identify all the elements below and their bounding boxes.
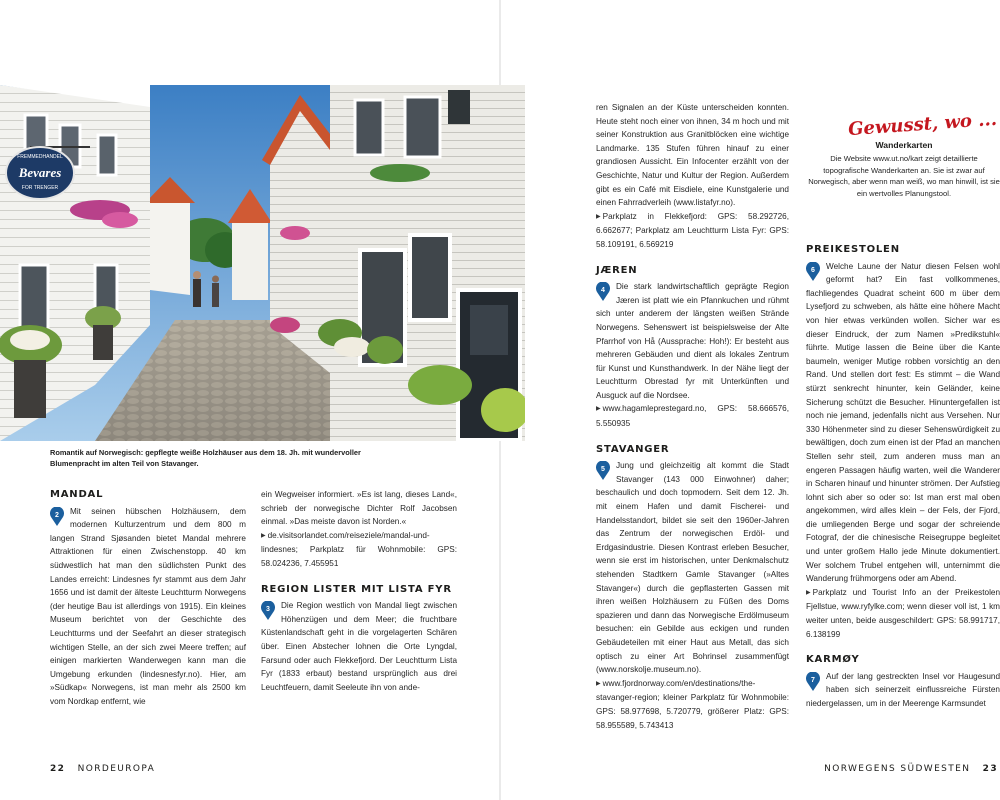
column-3 [596,101,789,732]
gewusst-subtitle: Wanderkarten [875,140,933,150]
column-4 [806,243,1000,711]
info-arrow-icon: ▶ [596,213,601,220]
heading-karmoy: KARMØY [806,654,860,666]
gewusst-title: Gewusst, wo ... [847,108,998,141]
info-arrow-icon: ▶ [596,406,601,413]
sign-top-text: FREMMEDHANDEL [17,154,63,160]
mandal-info-text: de.visitsorlandet.com/reiseziele/mandal-und-lindesnes; Parkplatz für Wohnmobile: GPS: 58.024236, 7.455951 [261,530,457,568]
mandal-text-continued: ein Wegweiser informiert. »Es ist lang, dieses Land«, schrieb der norwegische Dichter Rolf Jacobsen einmal. »Das meiste davon ist Norden.« [261,490,457,527]
footer-right [824,764,998,774]
heading-jaeren: JÆREN [596,264,638,276]
info-arrow-icon: ▶ [596,680,601,687]
map-marker-4-icon [596,282,610,301]
jaeren-info-text: www.hagamleprestegard.no, GPS: 58.666576, 5.550935 [596,404,789,429]
heading-preikestolen: PREIKESTOLEN [806,244,900,255]
preikestolen-info-text: Parkplatz und Tourist Info an der Preikestolen Fjellstue, www.ryfylke.com; wenn dieser voll ist, 1 km weiter unten, beide ausgeschildert: GPS: 58.991717, 6.138199 [806,587,1000,639]
info-arrow-icon: ▶ [261,532,266,539]
running-title-left: NORDEUROPA [77,764,156,774]
running-title-right: NORWEGENS SÜDWESTEN [824,764,971,774]
gewusst-text: Die Website www.ut.no/kart zeigt detaillierte topografische Wanderkarten an. Sie ist zwar auf Norwegisch, aber wenn man weiß, wo man hinwill, ist sie ein wertvolles Planungstool. [808,154,1000,198]
marker-2-number: 2 [55,511,59,519]
marker-7-number: 7 [811,676,815,684]
mandal-text: Mit seinen hübschen Holzhäusern, dem modernen Kulturzentrum und dem 800 m langen Strand Sjøsanden bietet Mandal mehrere Attraktionen für einen Zwischenstopp. 40 km südwestlich hat man den südlichsten Punkt des Landes erreicht: Lindesnes fyr stammt aus dem Jahr 1656 und ist damit der älteste Leuchtturm Norwegens (der heutige Bau ist allerdings von 1915). Ein kleines Museum berichtet von der Geschichte des Leuchtturms und der Seefahrt an dieser strategisch wichtigen Stelle, an der sich zwei Meere treffen; auf einigen markierten Wanderwegen kann man die Umgebung erkunden (lindesnesfyr.no). Hier, am »Südkap« Norwegens, ist man mehr als 2500 km vom Nordkap entfernt, wie [50,506,246,706]
mandal-info [261,529,457,571]
map-marker-2-icon [50,507,64,526]
sign-bottom-text: FOR TRENGER [21,185,59,191]
karmoy-text: Auf der lang gestreckten Insel vor Haugesund haben sich seinerzeit einflussreiche Fürsten niedergelassen, um in der Meerenge Karmsundet [806,671,1000,708]
page-number-right: 23 [982,764,998,774]
stavanger-text: Jung und gleichzeitig alt kommt die Stadt Stavanger (143 000 Einwohner) daher; beschaulich und doch topmodern. Seit dem 12. Jh. mit einem Hafen und damit Fischerei- und Handelsstandort, bildet sie seit den 1960er-Jahren das Zentrum der norwegischen Erdöl- und Erdgasindustrie. Diesen Kontrast erleben Besucher, wenn sie erst im historischen, unter Denkmalschutz stehenden Stadtkern Gamle Stavanger (»Altes Stavanger«) durch die gepflasterten Gassen mit ihren weißen Holzhäusern zu Füßen des Doms spazieren und dann das Norwegische Erdölmuseum besuchen: ein Gebilde aus eckigen und runden Gebäudeteilen mit einer Haut aus Metall, das sich optisch zu einer Art Bohrinsel zusammenfügt (www.norskolje.museum.no). [596,461,789,675]
stavanger-street-photo [0,85,525,441]
map-marker-6-icon [806,262,820,281]
stavanger-info [596,677,789,732]
lister-text: Die Region westlich von Mandal liegt zwischen Höhenzügen und dem Meer; die fruchtbare Küstenlandschaft geht in die vorgelagerten Schären über. Einen Abstecher lohnen die Orte Lyngdal, Farsund oder auch Flekkefjord. Der Leuchtturm Lista Fyr (1833 erbaut) bestand ursprünglich aus drei Leuchtfeuern, damit Seeleute ihn von ande- [261,601,457,692]
marker-6-number: 6 [811,266,815,274]
heading-lister: REGION LISTER MIT LISTA FYR [261,583,452,595]
column-2 [261,488,457,694]
marker-5-number: 5 [601,466,605,474]
info-arrow-icon: ▶ [806,589,811,596]
map-marker-3-icon [261,601,275,620]
marker-3-number: 3 [266,606,270,614]
lister-text-continued: ren Signalen an der Küste unterscheiden konnten. Heute steht noch einer von ihnen, 34 m hoch und mit seiner Konstruktion aus Granitblöcken eine wichtige Landmarke. 135 Stufen führen hinauf zu einer grandiosen Aussicht. Ein Infocenter erzählt von der Geschichte, Natur und Kultur der Region. Außerdem gibt es ein Café mit Eisdiele, eine Kunstgalerie und einen Fahrradverleih (www.listafyr.no). [596,103,789,208]
heading-mandal: MANDAL [50,489,104,500]
photo-caption: Romantik auf Norwegisch: gepflegte weiße Holzhäuser aus dem 18. Jh. mit wundervoller Blumenpracht im alten Teil von Stavanger. [50,448,361,468]
map-marker-7-icon [806,672,820,691]
heading-stavanger: STAVANGER [596,443,670,455]
lister-info [596,210,789,252]
preikestolen-text: Welche Laune der Natur diesen Felsen wohl geformt hat? Ein fast vollkommenes, flachliegendes Quadrat scheint 600 m über dem Lysefjord zu schweben, als hätte eine höhere Macht von hier etwas verkünden wollen. Sicher war es dieser Eindruck, der zum Namen »Predikstuhl« führte. Mutige lassen die Beine über die Kante baumeln, weniger Mutige robben vorsichtig an den Rand. Und stellen dort fest: Es stimmt – die Wand stürzt senkrecht hinunter, kein Geländer, keine Sicherung schützt die Besucher. Hinuntergefallen ist noch nie jemand, jedenfalls nicht aus Versehen. Nur 330 Höhenmeter sind zu dieser Sehenswürdigkeit zu bewältigen, doch zum einen ist der Pfad an manchen Stellen sehr steil, zum anderen muss man an engeren Passagen häufig warten, weil die Wanderer in Scharen hinauf und hinunter strömen. Der Aufstieg lohnt sich aber so oder so: Ist man erst mal oben angekommen, wird alles klein – der Fels, der Fjord, die umliegenden Berge und sogar der schreiende Fotograf, der die chinesische Reisegruppe begleitet und unter großem Hallo jede Minute dokumentiert. Wer solchem Trubel entgehen will, unternimmt die Wanderung frühmorgens oder am Abend. [806,261,1000,584]
jaeren-text: Die stark landwirtschaftlich geprägte Region Jæren ist platt wie ein Pfannkuchen und rühmt sich unter anderem der längsten weißen Strände Norwegens. Sehenswert ist beispielsweise der Alte Pfarrhof von Hå (Aussprache: Hoh!): Er besteht aus mehreren Gebäuden und dient als lokales Zentrum für Kunst und Kunsthandwerk. In der Nähe liegt der Leuchtturm Obrestad fyr mit Unterkünften und Ausguck auf die Nordsee. [596,282,789,400]
page-number-left: 22 [50,764,66,774]
marker-4-number: 4 [601,287,605,295]
map-marker-5-icon [596,461,610,480]
footer-left [50,764,155,774]
column-1 [50,488,246,709]
preikestolen-info [806,586,1000,641]
sign-text: Bevares [18,165,62,180]
lister-info-text: Parkplatz in Flekkefjord: GPS: 58.292726, 6.662677; Parkplatz am Leuchtturm Lista Fyr: GPS: 58.109191, 6.569219 [596,211,789,249]
stavanger-info-text: www.fjordnorway.com/en/destinations/the-stavanger-region; kleiner Parkplatz für Wohnmobile: GPS: 58.977698, 5.720779, größerer Platz: GPS: 58.955589, 5.743413 [596,678,789,730]
jaeren-info [596,402,789,430]
